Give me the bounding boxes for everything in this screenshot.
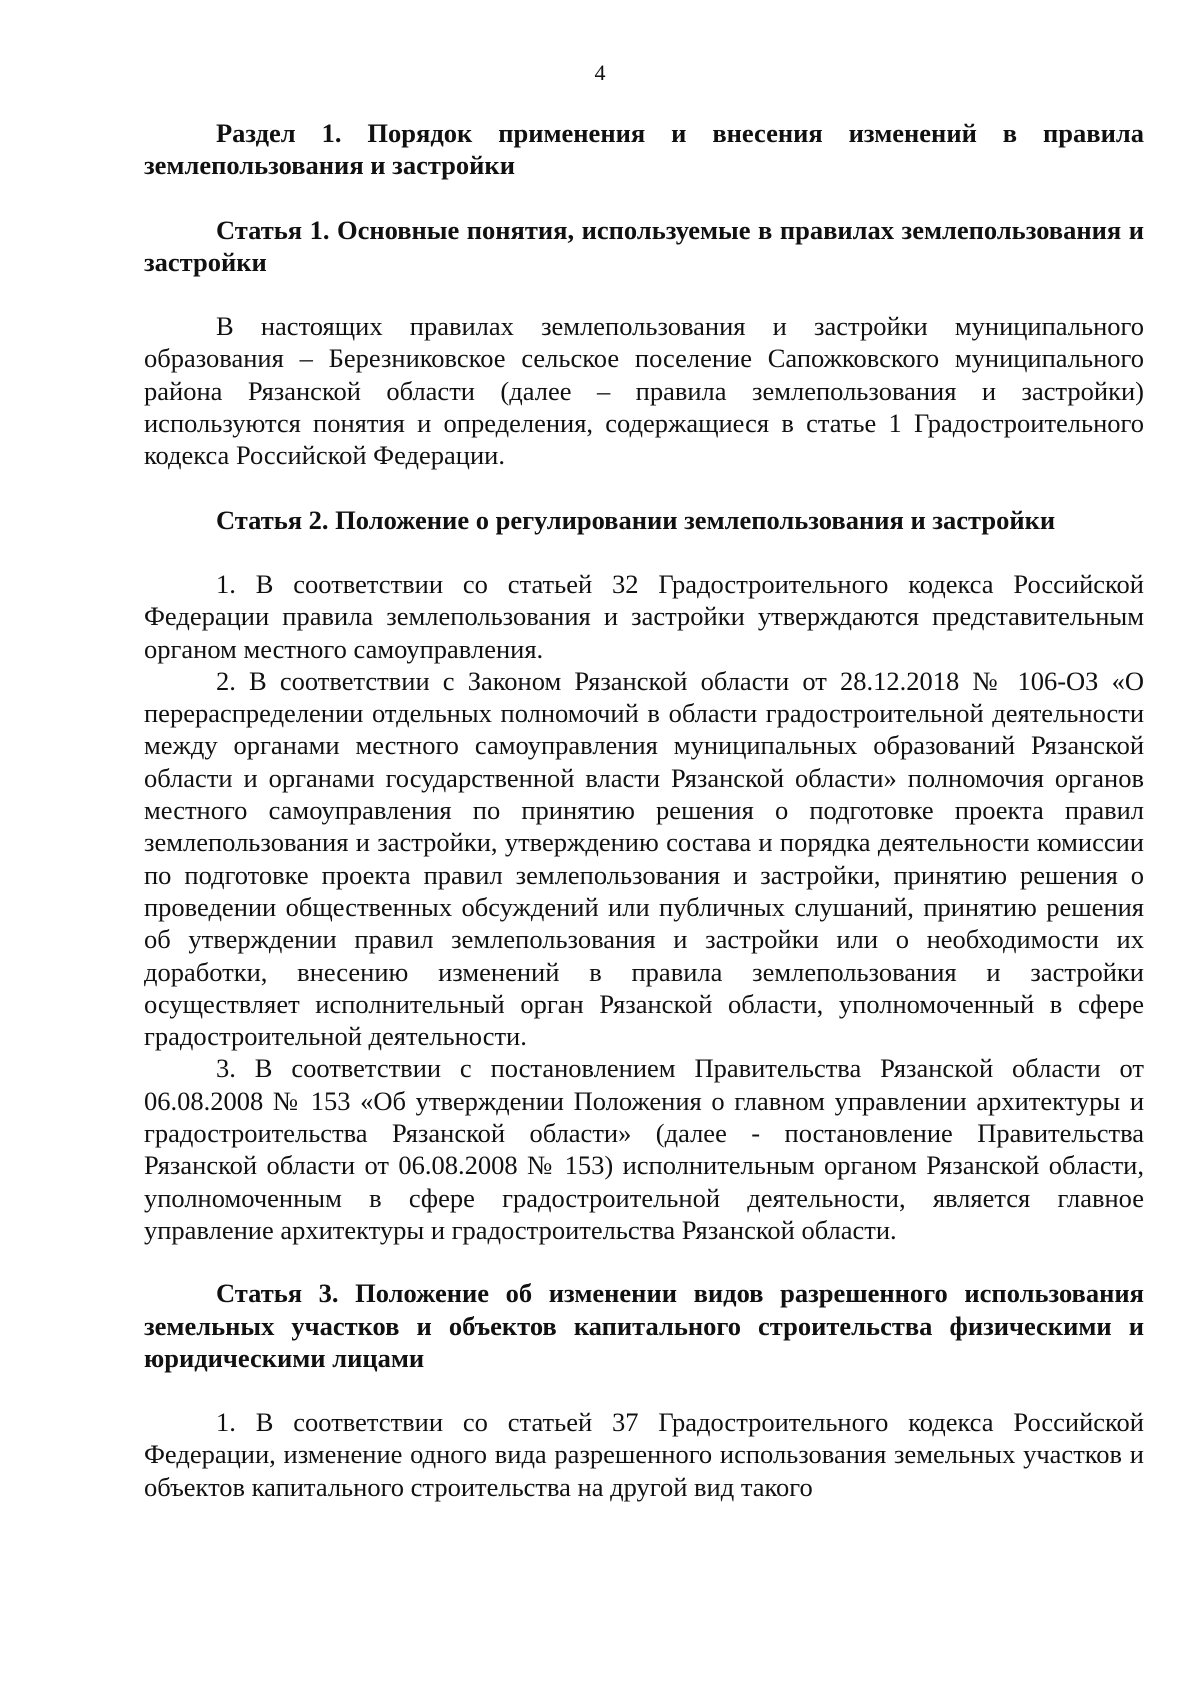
article-2-paragraph-2: 2. В соответствии с Законом Рязанской области от 28.12.2018 № 106-ОЗ «О перераспределении отдельных полномочий в области градостроительной деятельности между органами местного самоуправления муниципальных образований Рязанской области и органами государственной власти Рязанской области» полномочия органов местного самоуправления по принятию решения о подготовке проекта правил землепользования и застройки, утверждению состава и порядка деятельности комиссии по подготовке проекта правил землепользования и застройки, принятию решения о проведении общественных обсуждений или публичных слушаний, принятию решения об утверждении правил землепользования и застройки или о необходимости их доработки, внесению изменений в правила землепользования и застройки осуществляет исполнительный орган Рязанской области, уполномоченный в сфере градостроительной деятельности. bbox=[144, 665, 1144, 1052]
article-1-paragraph: В настоящих правилах землепользования и застройки муниципального образования – Березниковское сельское поселение Сапожковского муниципального района Рязанской области (далее – правила землепользования и застройки) используются понятия и определения, содержащиеся в статье 1 Градостроительного кодекса Российской Федерации. bbox=[144, 311, 1144, 471]
article-3-paragraph-1: 1. В соответствии со статьей 37 Градостроительного кодекса Российской Федерации, изменение одного вида разрешенного использования земельных участков и объектов капитального строительства на другой вид такого bbox=[144, 1407, 1144, 1502]
spacer bbox=[144, 278, 1144, 310]
article-2-paragraph-3: 3. В соответствии с постановлением Правительства Рязанской области от 06.08.2008 № 153 «Об утверждении Положения о главном управлении архитектуры и градостроительства Рязанской области» (далее - постановление Правительства Рязанской области от 06.08.2008 № 153) исполнительным органом Рязанской области, уполномоченным в сфере градостроительной деятельности, является главное управление архитектуры и градостроительства Рязанской области. bbox=[144, 1053, 1144, 1245]
spacer bbox=[144, 536, 1144, 568]
page-number: 4 bbox=[594, 60, 606, 85]
spacer bbox=[144, 1374, 1144, 1406]
document-body bbox=[144, 117, 1144, 1503]
spacer bbox=[144, 472, 1144, 504]
article-2-heading: Статья 2. Положение о регулировании землепользования и застройки bbox=[216, 504, 1056, 535]
spacer bbox=[144, 1246, 1144, 1277]
article-3-heading: Статья 3. Положение об изменении видов разрешенного использования земельных участков и объектов капитального строительства физическими и юридическими лицами bbox=[144, 1278, 1144, 1373]
article-1-heading: Статья 1. Основные понятия, используемые в правилах землепользования и застройки bbox=[144, 214, 1144, 277]
section-heading: Раздел 1. Порядок применения и внесения изменений в правила землепользования и застройки bbox=[144, 118, 1144, 181]
article-2-paragraph-1: 1. В соответствии со статьей 32 Градостроительного кодекса Российской Федерации правила землепользования и застройки утверждаются представительным органом местного самоуправления. bbox=[144, 568, 1144, 664]
spacer bbox=[144, 182, 1144, 214]
